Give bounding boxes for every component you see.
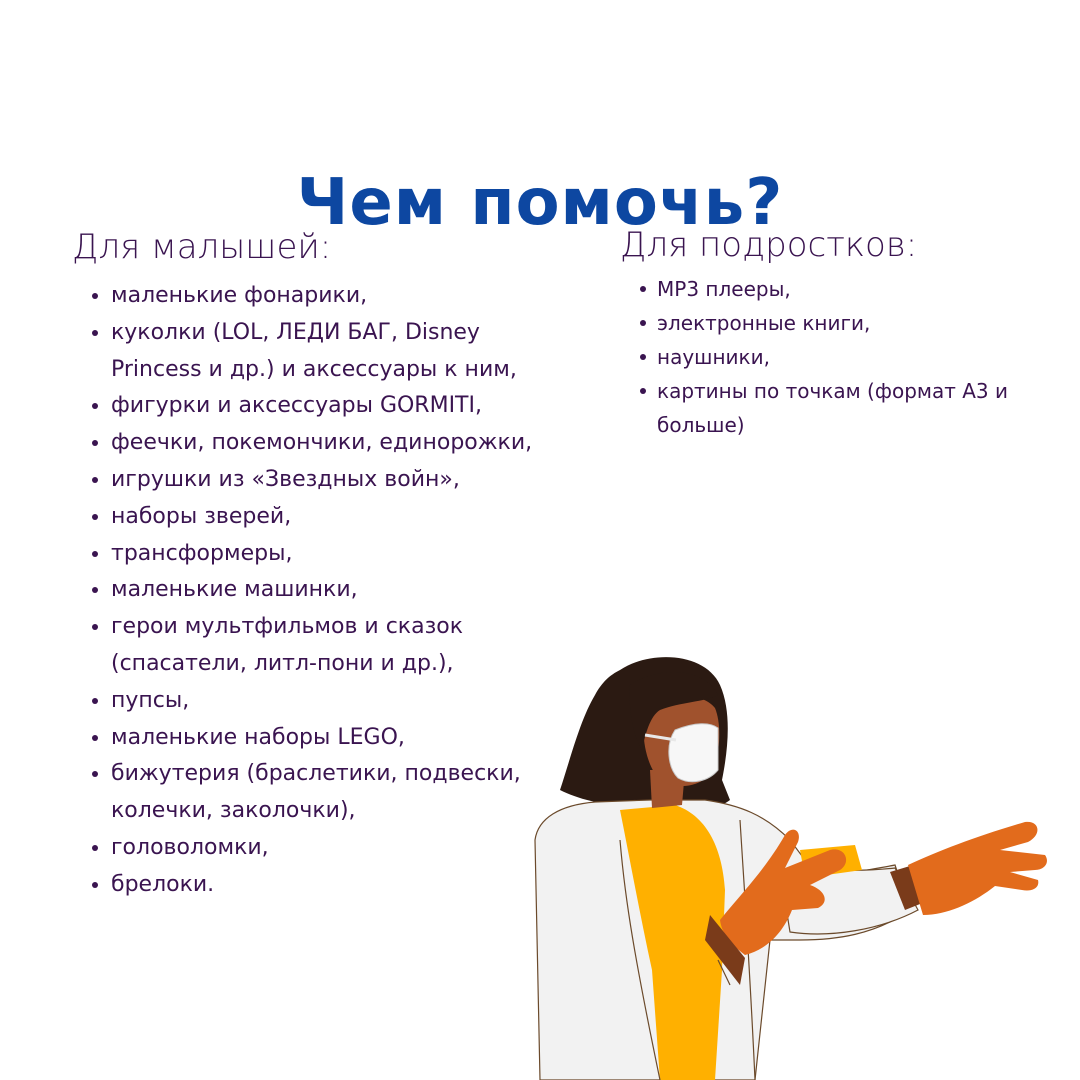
right-glove — [908, 822, 1047, 915]
list-item: MP3 плееры, — [640, 272, 1060, 306]
page-title: Чем помочь? — [296, 165, 784, 240]
doctor-illustration — [500, 640, 1060, 1080]
list-item: феечки, покемончики, единорожки, — [92, 425, 562, 462]
heading-kids: Для малышей: — [72, 227, 332, 267]
list-item: наушники, — [640, 340, 1060, 374]
list-item: трансформеры, — [92, 536, 562, 573]
list-item: герои мультфильмов и сказок (спасатели, литл-пони и др.), — [92, 609, 562, 683]
list-item: маленькие наборы LEGO, — [92, 720, 562, 757]
list-item: фигурки и аксессуары GORMITI, — [92, 388, 562, 425]
list-item: наборы зверей, — [92, 499, 562, 536]
list-item: картины по точкам (формат А3 и больше) — [640, 374, 1060, 442]
list-item: пупсы, — [92, 683, 562, 720]
list-item: куколки (LOL, ЛЕДИ БАГ, Disney Princess и др.) и аксессуары к ним, — [92, 315, 562, 389]
list-item: игрушки из «Звездных войн», — [92, 462, 562, 499]
heading-teens: Для подростков: — [620, 225, 918, 265]
list-item: электронные книги, — [640, 306, 1060, 340]
list-item: брелоки. — [92, 867, 562, 904]
list-item: маленькие фонарики, — [92, 278, 562, 315]
list-item: бижутерия (браслетики, подвески, колечки, заколочки), — [92, 756, 562, 830]
list-item: головоломки, — [92, 830, 562, 867]
mask — [669, 724, 718, 782]
teens-list — [640, 272, 1060, 442]
kids-list — [92, 278, 562, 904]
list-item: маленькие машинки, — [92, 572, 562, 609]
